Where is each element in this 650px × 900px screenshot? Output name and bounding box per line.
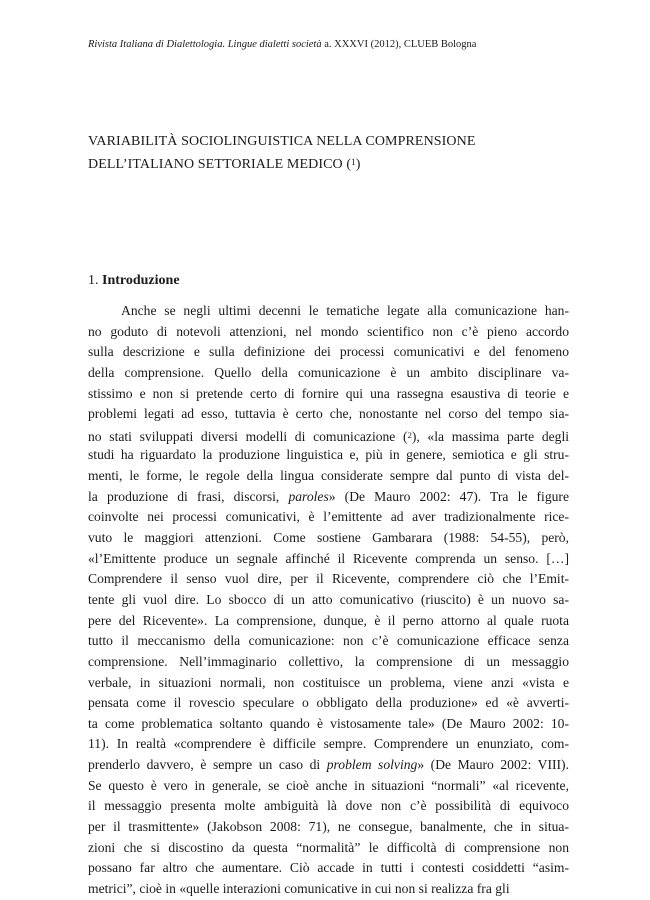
body-line: coinvolte nei processi comunicativi, è l’emittente ad aver tradizionalmente rice- — [88, 509, 569, 525]
body-line: Anche se negli ultimi decenni le tematiche legate alla comunicazione han- — [121, 303, 569, 318]
article-title-line-1: VARIABILITÀ SOCIOLINGUISTICA NELLA COMPRENSIONE — [88, 134, 476, 149]
article-title — [88, 132, 568, 175]
body-line: stissimo e non si pretende certo di fornire qui una rassegna esaustiva di teorie e — [88, 385, 569, 401]
body-line: zioni che si discostino da questa “normalità” le difficoltà di comprensione non — [88, 839, 569, 855]
body-line: no goduto di notevoli attenzioni, nel mondo scientifico non c’è pieno accordo — [88, 323, 569, 339]
body-line: metrici”, cioè in «quelle interazioni comunicative in cui non si realizza fra gli — [88, 880, 510, 896]
body-line: 11). In realtà «comprendere è difficile sempre. Comprendere un enunziato, com- — [88, 736, 569, 752]
section-heading — [88, 271, 180, 291]
body-text — [88, 301, 569, 900]
body-line: ta come problematica soltanto quando è vistosamente tale» (De Mauro 2002: 10- — [88, 715, 569, 731]
body-line: no stati sviluppati diversi modelli di comunicazione ($^2$), «la massima parte degli — [88, 428, 569, 444]
body-line: possano far altro che aumentare. Ciò accade in tutti i contesti cosiddetti “asim- — [88, 860, 569, 876]
journal-name: Rivista Italiana di Dialettologia. Lingue dialetti società — [88, 39, 322, 50]
body-line: prenderlo davvero, è sempre un caso di problem solving» (De Mauro 2002: VIII). — [88, 757, 569, 773]
body-line: il messaggio presenta molte ambiguità là dove non c’è possibilità di equivoco — [88, 798, 569, 814]
body-line: comprensione. Nell’immaginario collettivo, la comprensione di un messaggio — [88, 653, 569, 669]
section-title: Introduzione — [102, 273, 180, 288]
body-line: pere del Ricevente». La comprensione, dunque, è il perno attorno al quale ruota — [88, 612, 569, 628]
body-line: verbale, in situazioni normali, non costituisce un problema, viene anzi «vista e — [88, 674, 569, 690]
body-line: «l’Emittente produce un segnale affinché il Ricevente comprenda un senso. […] — [88, 550, 569, 566]
body-line: Comprendere il senso vuol dire, per il Ricevente, comprendere ciò che l’Emit- — [88, 571, 569, 587]
body-line: tutto il meccanismo della comunicazione: non c’è comunicazione efficace senza — [88, 633, 569, 649]
running-header — [88, 38, 568, 52]
body-line: vuto le maggiori attenzioni. Come sostiene Gambarara (1988: 54-55), però, — [88, 530, 569, 546]
journal-issue: a. XXXVI (2012), CLUEB Bologna — [321, 39, 477, 50]
article-title-text-2: DELL’ITALIANO SETTORIALE MEDICO — [88, 157, 347, 172]
body-line: problemi legati ad esso, tuttavia è certo che, nonostante nel corso del tempo sia- — [88, 406, 569, 422]
body-line: menti, le forme, le regole della lingua considerate sempre dal punto di vista del- — [88, 468, 569, 484]
body-line: la produzione di frasi, discorsi, paroles» (De Mauro 2002: 47). Tra le figure — [88, 488, 569, 504]
body-line: studi ha riguardato la produzione linguistica e, più in genere, semiotica e gli stru- — [88, 447, 569, 463]
body-line: tente gli vuol dire. Lo sbocco di un atto comunicativo (riuscito) è un nuovo sa- — [88, 591, 569, 607]
body-line: pensata come il rovescio speculare o obbligato della produzione» ed «è avverti- — [88, 695, 569, 711]
section-number: 1. — [88, 273, 102, 288]
body-line: per il trasmittente» (Jakobson 2008: 71), ne consegue, banalmente, che in situa- — [88, 819, 569, 835]
body-line: sulla descrizione e sulla definizione dei processi comunicativi e del fenomeno — [88, 344, 569, 360]
title-footnote-ref: ($^1$) — [346, 157, 361, 172]
body-line: Se questo è vero in generale, se cioè anche in situazioni “normali” «al ricevente, — [88, 777, 569, 793]
body-line: della comprensione. Quello della comunicazione è un ambito disciplinare va- — [88, 364, 569, 380]
article-title-line-2 — [88, 152, 568, 175]
